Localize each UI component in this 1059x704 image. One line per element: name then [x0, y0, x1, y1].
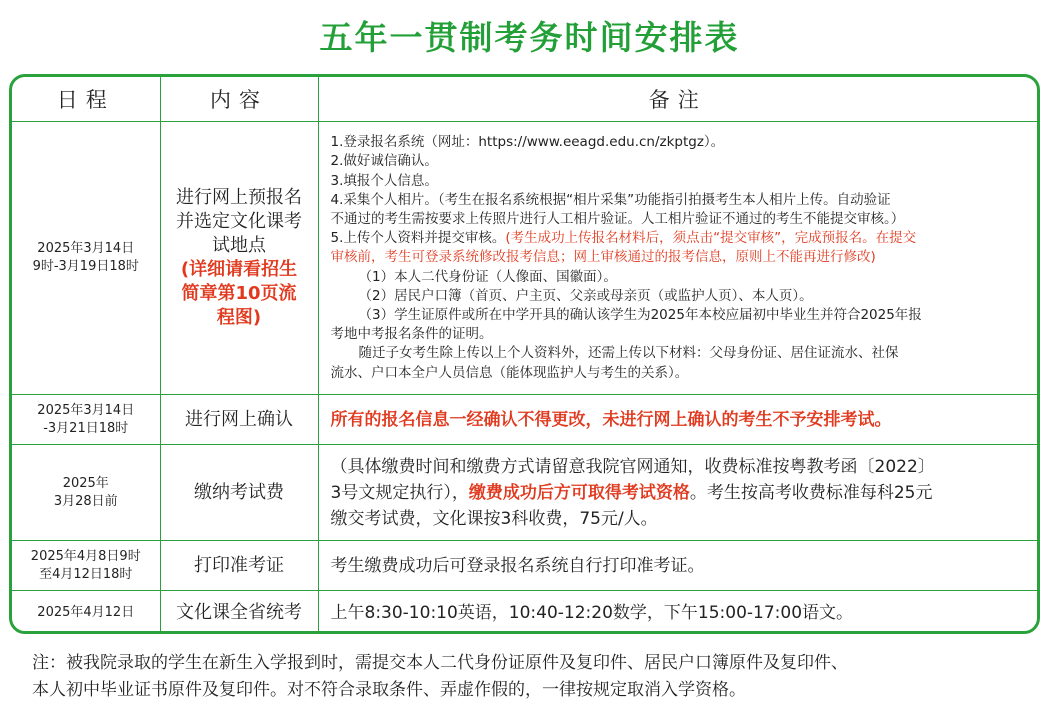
- row-note: 上午8:30-10:10英语，10:40-12:20数学，下午15:00-17:00语文。: [318, 591, 1037, 635]
- row-content: 打印准考证: [160, 541, 318, 591]
- schedule-table: [9, 74, 1040, 634]
- row-date: 2025年4月8日9时 至4月12日18时: [12, 541, 160, 591]
- header-date: 日程: [12, 77, 160, 122]
- header-note: 备注: [318, 77, 1037, 122]
- header-content: 内容: [160, 77, 318, 122]
- row-content: 进行网上确认: [160, 395, 318, 445]
- row-content: 文化课全省统考: [160, 591, 318, 635]
- table-row: [12, 541, 1037, 591]
- row-note: （具体缴费时间和缴费方式请留意我院官网通知，收费标准按粤教考函〔2022〕 3号文规定执行），缴费成功后方可取得考试资格。考生按高考收费标准每科25元 缴交考试费，文化课按3科收费，75元/人。: [318, 445, 1037, 541]
- footnote: 注：被我院录取的学生在新生入学报到时，需提交本人二代身份证原件及复印件、居民户口簿原件及复印件、 本人初中毕业证书原件及复印件。对不符合录取条件、弄虚作假的，一律按规定取消入学资格。: [32, 653, 848, 700]
- row-date: 2025年 3月28日前: [12, 445, 160, 541]
- table-row: [12, 445, 1037, 541]
- row-note: 1.登录报名系统（网址：https://www.eeagd.edu.cn/zkptgz）。 2.做好诚信确认。 3.填报个人信息。 4.采集个人相片。（考生在报名系统根据“相片采集”功能指引拍摄考生本人相片上传。自动验证 不通过的考生需按要求上传照片进行人工相片验证。人工相片验证不通过的考生不能提交审核。） 5.上传个人资料并提交审核。(考生成功上传报名材料后，须点击“提交审核”，完成预报名。在提交 审核前，考生可登录系统修改报考信息；网上审核通过的报考信息，原则上不能再进行修改) （1）本人二代身份证（人像面、国徽面）。 （2）居民户口簿（首页、户主页、父亲或母亲页（或监护人页）、本人页）。 （3）学生证原件或所在中学开具的确认该学生为2025年本校应届初中毕业生并符合2025年报 考地中考报名条件的证明。 随迁子女考生除上传以上个人资料外，还需上传以下材料：父母身份证、居住证流水、社保 流水、户口本全户人员信息（能体现监护人与考生的关系）。: [318, 122, 1037, 395]
- row-date: 2025年3月14日 -3月21日18时: [12, 395, 160, 445]
- row-content: 进行网上预报名 并选定文化课考 试地点 (详细请看招生 简章第10页流 程图): [160, 122, 318, 395]
- row-content: 缴纳考试费: [160, 445, 318, 541]
- row-date: 2025年3月14日 9时-3月19日18时: [12, 122, 160, 395]
- table-row: [12, 122, 1037, 395]
- table-row: [12, 591, 1037, 635]
- page-title: 五年一贯制考务时间安排表: [319, 18, 740, 57]
- row-note: 考生缴费成功后可登录报名系统自行打印准考证。: [318, 541, 1037, 591]
- table-row: [12, 395, 1037, 445]
- row-note: 所有的报名信息一经确认不得更改，未进行网上确认的考生不予安排考试。: [318, 395, 1037, 445]
- row-date: 2025年4月12日: [12, 591, 160, 635]
